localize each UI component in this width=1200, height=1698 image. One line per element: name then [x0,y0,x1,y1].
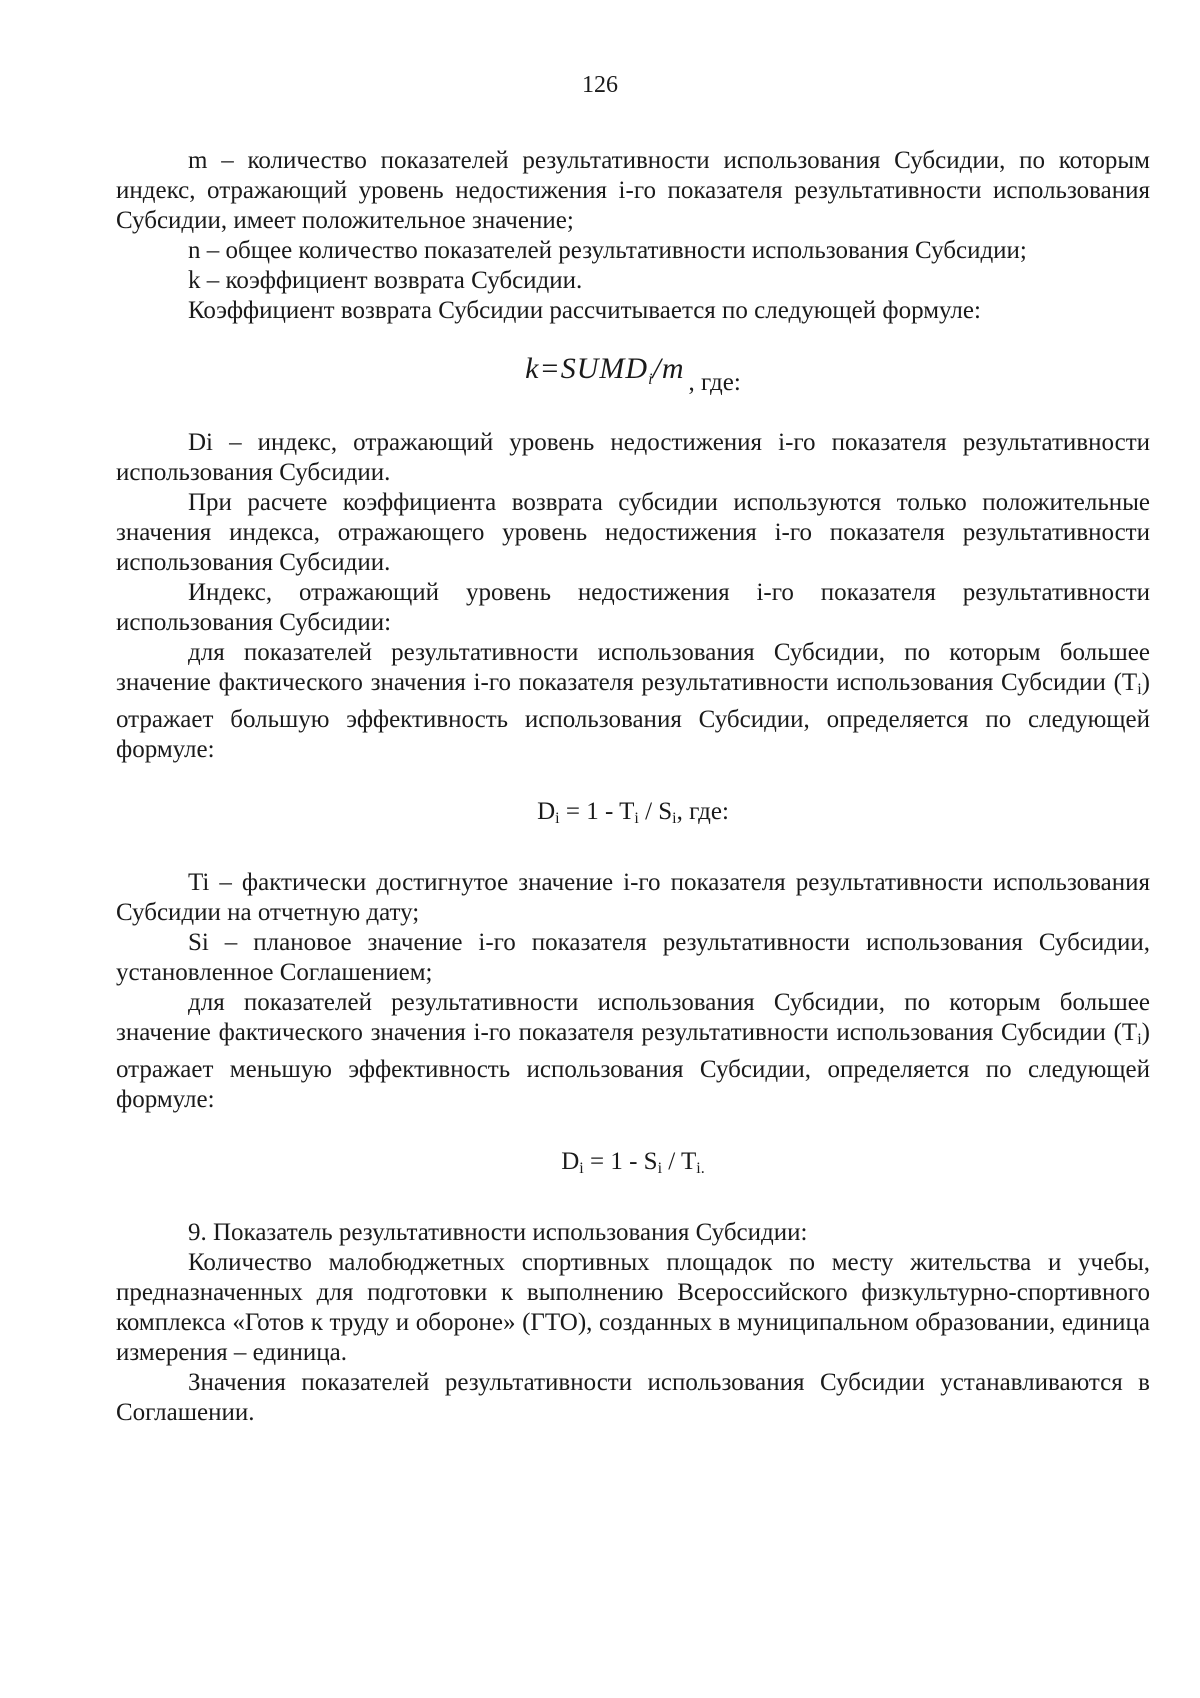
formula-d1-s-sub: i [672,810,677,827]
formula-d1 [116,797,1150,834]
formula-d2-s-sub: i [657,1160,663,1177]
formula-k-div: /m [652,352,685,385]
document-body [116,146,1150,1428]
formula-d2-mid: = 1 - S [583,1148,658,1175]
paragraph-n-definition: n – общее количество показателей результативности использования Субсидии; [188,237,1027,264]
paragraph-si-definition: Si – плановое значение i-го показателя результативности использования Субсидии, установленное Соглашением; [116,929,1150,986]
para8-sub: i [1137,681,1142,698]
para11-text-after: ) отражает меньшую эффективность использования Субсидии, определяется по следующей формуле: [116,1019,1150,1113]
paragraph-k-definition: k – коэффициент возврата Субсидии. [188,267,583,294]
page-number: 126 [582,72,618,98]
paragraph-di-definition: Di – индекс, отражающий уровень недостижения i-го показателя результативности использования Субсидии. [116,429,1150,486]
para8-text-after: ) отражает большую эффективность использования Субсидии, определяется по следующей формуле: [116,669,1150,763]
paragraph-larger-worse [116,988,1150,1115]
formula-d1-slash: / S [638,798,673,825]
formula-d1-d: D [537,798,556,825]
formula-d2-slash: / T [662,1148,697,1175]
formula-k-var: D [625,352,649,385]
formula-k-fn: SUM [560,352,626,385]
formula-d1-t-sub: i [634,810,639,827]
paragraph-indicator-description: Количество малобюджетных спортивных площадок по месту жительства и учебы, предназначенных для подготовки к выполнению Всероссийского физкультурно-спортивного комплекса «Готов к труду и обороне» (ГТО), созданных в муниципальном образовании, единица измерения – единица. [116,1249,1150,1366]
para11-text-before: для показателей результативности использования Субсидии, по которым большее значение фактического значения i-го показателя результативности использования Субсидии (T [116,989,1150,1046]
paragraph-larger-better [116,638,1150,765]
formula-k-lhs: k [525,352,540,385]
paragraph-positive-values: При расчете коэффициента возврата субсидии используются только положительные значения индекса, отражающего уровень недостижения i-го показателя результативности использования Субсидии. [116,489,1150,576]
formula-k [116,354,1150,398]
formula-d2-t-sub: i. [696,1160,705,1177]
paragraph-m-definition: m – количество показателей результативности использования Субсидии, по которым индекс, отражающий уровень недостижения i-го показателя результативности использования Субсидии, имеет положительное значение; [116,147,1150,234]
formula-d1-tail: , где: [676,798,729,825]
paragraph-ti-definition: Ti – фактически достигнутое значение i-го показателя результативности использования Субсидии на отчетную дату; [116,869,1150,926]
section-9-heading: 9. Показатель результативности использования Субсидии: [188,1219,808,1246]
formula-d2-d-sub: i [579,1160,584,1177]
para8-text-before: для показателей результативности использования Субсидии, по которым большее значение фактического значения i-го показателя результативности использования Субсидии (T [116,639,1150,696]
paragraph-k-formula-intro: Коэффициент возврата Субсидии рассчитывается по следующей формуле: [188,297,981,324]
paragraph-values-in-agreement: Значения показателей результативности использования Субсидии устанавливаются в Соглашении. [116,1369,1150,1426]
formula-k-sub: i [648,371,653,388]
paragraph-index-intro: Индекс, отражающий уровень недостижения i-го показателя результативности использования Субсидии: [116,579,1150,636]
formula-d2-d: D [561,1148,580,1175]
formula-d2 [116,1147,1150,1184]
para11-sub: i [1137,1031,1142,1048]
formula-k-tail: , где: [688,369,741,396]
formula-d1-d-sub: i [555,810,560,827]
formula-k-eq: = [539,352,561,385]
formula-d1-mid: = 1 - T [559,798,635,825]
